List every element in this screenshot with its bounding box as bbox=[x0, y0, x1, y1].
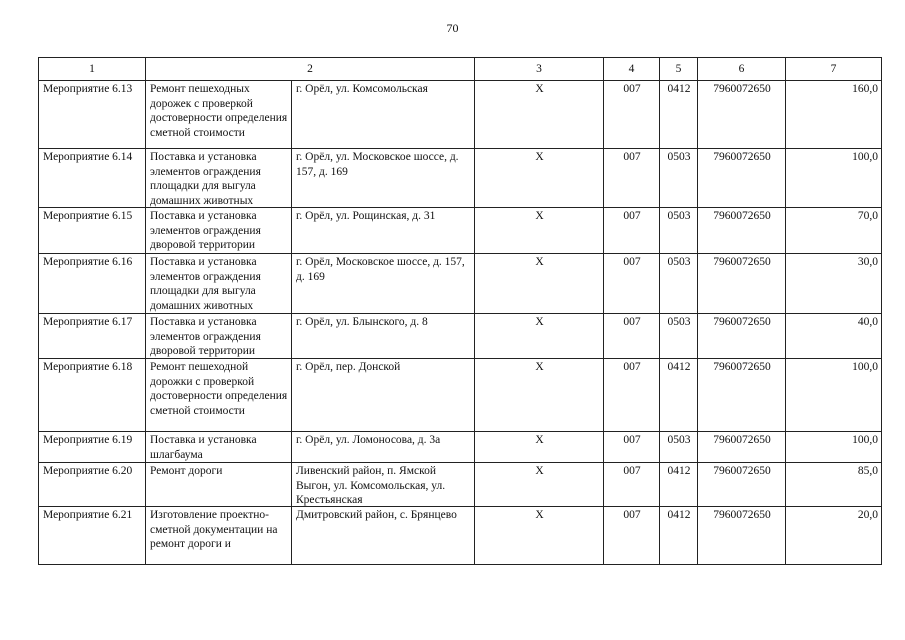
header-col-2: 2 bbox=[146, 58, 475, 81]
col-6-cell-text: 7960072650 bbox=[713, 509, 771, 521]
col-4-cell-text: 007 bbox=[623, 509, 641, 521]
col-6-cell bbox=[698, 359, 786, 432]
col-3-cell bbox=[475, 463, 604, 507]
col-4-cell bbox=[604, 463, 660, 507]
amount-cell bbox=[786, 149, 882, 208]
header-col-1: 1 bbox=[39, 58, 146, 81]
col-6-cell bbox=[698, 314, 786, 359]
amount-cell-text: 30,0 bbox=[857, 256, 878, 268]
col-5-cell-text: 0503 bbox=[667, 316, 691, 328]
event-cell bbox=[39, 254, 146, 314]
col-6-cell-text: 7960072650 bbox=[713, 151, 771, 163]
col-3-cell bbox=[475, 81, 604, 149]
event-cell-text: Мероприятие 6.19 bbox=[43, 434, 133, 446]
col-6-cell bbox=[698, 432, 786, 463]
amount-cell-text: 100,0 bbox=[852, 151, 878, 163]
work-description-cell bbox=[146, 254, 292, 314]
table-row bbox=[39, 314, 882, 359]
table-header-row bbox=[39, 58, 882, 81]
work-description-cell-text: Поставка и установка шлагбаума bbox=[150, 434, 257, 461]
col-5-cell bbox=[660, 359, 698, 432]
col-5-cell-text: 0503 bbox=[667, 256, 691, 268]
col-6-cell-text: 7960072650 bbox=[713, 210, 771, 222]
amount-cell-text: 100,0 bbox=[852, 361, 878, 373]
work-description-cell bbox=[146, 314, 292, 359]
budget-table bbox=[38, 57, 882, 565]
col-5-cell bbox=[660, 81, 698, 149]
col-4-cell-text: 007 bbox=[623, 83, 641, 95]
location-cell-text: Ливенский район, п. Ямской Выгон, ул. Комсомольская, ул. Крестьянская bbox=[296, 465, 446, 506]
col-3-cell-text: X bbox=[535, 83, 544, 95]
location-cell-text: г. Орёл, ул. Блынского, д. 8 bbox=[296, 316, 428, 328]
col-3-cell-text: X bbox=[535, 151, 544, 163]
col-3-cell-text: X bbox=[535, 316, 544, 328]
col-5-cell-text: 0412 bbox=[667, 83, 691, 95]
header-col-4: 4 bbox=[604, 58, 660, 81]
amount-cell-text: 100,0 bbox=[852, 434, 878, 446]
table-body bbox=[39, 81, 882, 565]
event-cell bbox=[39, 314, 146, 359]
col-4-cell-text: 007 bbox=[623, 151, 641, 163]
amount-cell bbox=[786, 81, 882, 149]
col-5-cell-text: 0503 bbox=[667, 434, 691, 446]
work-description-cell bbox=[146, 81, 292, 149]
location-cell bbox=[292, 314, 475, 359]
col-3-cell bbox=[475, 507, 604, 565]
location-cell bbox=[292, 359, 475, 432]
col-4-cell-text: 007 bbox=[623, 361, 641, 373]
table-row bbox=[39, 254, 882, 314]
work-description-cell-text: Поставка и установка элементов ограждения дворовой территории bbox=[150, 210, 261, 251]
col-4-cell bbox=[604, 359, 660, 432]
col-6-cell-text: 7960072650 bbox=[713, 316, 771, 328]
amount-cell-text: 20,0 bbox=[857, 509, 878, 521]
col-5-cell bbox=[660, 149, 698, 208]
work-description-cell-text: Ремонт дороги bbox=[150, 465, 223, 477]
table-row bbox=[39, 463, 882, 507]
col-6-cell bbox=[698, 208, 786, 254]
col-5-cell-text: 0503 bbox=[667, 151, 691, 163]
col-6-cell-text: 7960072650 bbox=[713, 361, 771, 373]
col-4-cell-text: 007 bbox=[623, 316, 641, 328]
col-5-cell bbox=[660, 314, 698, 359]
event-cell-text: Мероприятие 6.14 bbox=[43, 151, 133, 163]
col-3-cell bbox=[475, 208, 604, 254]
table-row bbox=[39, 359, 882, 432]
col-3-cell bbox=[475, 314, 604, 359]
work-description-cell-text: Поставка и установка элементов ограждения дворовой территории bbox=[150, 316, 261, 357]
col-3-cell-text: X bbox=[535, 465, 544, 477]
event-cell bbox=[39, 507, 146, 565]
col-3-cell bbox=[475, 149, 604, 208]
event-cell-text: Мероприятие 6.16 bbox=[43, 256, 133, 268]
col-4-cell bbox=[604, 208, 660, 254]
event-cell bbox=[39, 359, 146, 432]
work-description-cell bbox=[146, 359, 292, 432]
location-cell bbox=[292, 507, 475, 565]
amount-cell-text: 70,0 bbox=[857, 210, 878, 222]
event-cell bbox=[39, 208, 146, 254]
col-3-cell bbox=[475, 254, 604, 314]
event-cell-text: Мероприятие 6.18 bbox=[43, 361, 133, 373]
event-cell-text: Мероприятие 6.21 bbox=[43, 509, 133, 521]
col-4-cell bbox=[604, 149, 660, 208]
location-cell-text: г. Орёл, ул. Комсомольская bbox=[296, 83, 428, 95]
header-col-3: 3 bbox=[475, 58, 604, 81]
header-col-6: 6 bbox=[698, 58, 786, 81]
col-5-cell-text: 0412 bbox=[667, 509, 691, 521]
col-3-cell-text: X bbox=[535, 361, 544, 373]
col-4-cell bbox=[604, 314, 660, 359]
location-cell bbox=[292, 432, 475, 463]
col-3-cell bbox=[475, 432, 604, 463]
header-col-5: 5 bbox=[660, 58, 698, 81]
work-description-cell bbox=[146, 463, 292, 507]
table-row bbox=[39, 507, 882, 565]
col-6-cell-text: 7960072650 bbox=[713, 256, 771, 268]
col-3-cell-text: X bbox=[535, 434, 544, 446]
col-5-cell bbox=[660, 432, 698, 463]
location-cell-text: г. Орёл, Московское шоссе, д. 157, д. 169 bbox=[296, 256, 465, 283]
event-cell bbox=[39, 149, 146, 208]
event-cell-text: Мероприятие 6.13 bbox=[43, 83, 133, 95]
amount-cell bbox=[786, 208, 882, 254]
header-col-7: 7 bbox=[786, 58, 882, 81]
work-description-cell bbox=[146, 149, 292, 208]
page-number: 70 bbox=[446, 21, 459, 35]
location-cell bbox=[292, 208, 475, 254]
location-cell-text: г. Орёл, ул. Рощинская, д. 31 bbox=[296, 210, 436, 222]
amount-cell-text: 85,0 bbox=[857, 465, 878, 477]
location-cell-text: г. Орёл, ул. Ломоносова, д. 3а bbox=[296, 434, 441, 446]
col-3-cell-text: X bbox=[535, 509, 544, 521]
col-3-cell-text: X bbox=[535, 210, 544, 222]
work-description-cell-text: Ремонт пешеходной дорожки с проверкой достоверности определения сметной стоимости bbox=[150, 361, 288, 417]
table-row bbox=[39, 432, 882, 463]
event-cell bbox=[39, 463, 146, 507]
work-description-cell-text: Изготовление проектно-сметной документации на ремонт дороги и bbox=[150, 509, 278, 550]
work-description-cell bbox=[146, 208, 292, 254]
col-6-cell-text: 7960072650 bbox=[713, 465, 771, 477]
location-cell bbox=[292, 81, 475, 149]
col-4-cell-text: 007 bbox=[623, 210, 641, 222]
col-3-cell-text: X bbox=[535, 256, 544, 268]
col-5-cell bbox=[660, 254, 698, 314]
col-5-cell-text: 0503 bbox=[667, 210, 691, 222]
col-6-cell bbox=[698, 254, 786, 314]
location-cell-text: г. Орёл, ул. Московское шоссе, д. 157, д. 169 bbox=[296, 151, 459, 178]
col-4-cell bbox=[604, 81, 660, 149]
col-6-cell bbox=[698, 149, 786, 208]
col-6-cell bbox=[698, 507, 786, 565]
work-description-cell-text: Ремонт пешеходных дорожек с проверкой достоверности определения сметной стоимости bbox=[150, 83, 288, 139]
col-4-cell-text: 007 bbox=[623, 434, 641, 446]
location-cell bbox=[292, 149, 475, 208]
amount-cell bbox=[786, 432, 882, 463]
table-row bbox=[39, 149, 882, 208]
amount-cell bbox=[786, 463, 882, 507]
location-cell bbox=[292, 463, 475, 507]
col-4-cell-text: 007 bbox=[623, 465, 641, 477]
col-6-cell bbox=[698, 463, 786, 507]
amount-cell bbox=[786, 359, 882, 432]
col-4-cell bbox=[604, 254, 660, 314]
amount-cell-text: 40,0 bbox=[857, 316, 878, 328]
col-4-cell-text: 007 bbox=[623, 256, 641, 268]
event-cell bbox=[39, 432, 146, 463]
work-description-cell bbox=[146, 432, 292, 463]
work-description-cell-text: Поставка и установка элементов ограждения площадки для выгула домашних животных bbox=[150, 256, 261, 312]
location-cell-text: г. Орёл, пер. Донской bbox=[296, 361, 401, 373]
col-6-cell bbox=[698, 81, 786, 149]
location-cell-text: Дмитровский район, с. Брянцево bbox=[296, 509, 457, 521]
event-cell-text: Мероприятие 6.15 bbox=[43, 210, 133, 222]
work-description-cell-text: Поставка и установка элементов ограждения площадки для выгула домашних животных bbox=[150, 151, 261, 207]
col-4-cell bbox=[604, 507, 660, 565]
col-6-cell-text: 7960072650 bbox=[713, 434, 771, 446]
amount-cell-text: 160,0 bbox=[852, 83, 878, 95]
work-description-cell bbox=[146, 507, 292, 565]
amount-cell bbox=[786, 314, 882, 359]
col-6-cell-text: 7960072650 bbox=[713, 83, 771, 95]
col-4-cell bbox=[604, 432, 660, 463]
col-5-cell-text: 0412 bbox=[667, 361, 691, 373]
event-cell-text: Мероприятие 6.17 bbox=[43, 316, 133, 328]
col-5-cell bbox=[660, 208, 698, 254]
amount-cell bbox=[786, 254, 882, 314]
col-5-cell-text: 0412 bbox=[667, 465, 691, 477]
col-5-cell bbox=[660, 507, 698, 565]
table-row bbox=[39, 81, 882, 149]
col-5-cell bbox=[660, 463, 698, 507]
event-cell-text: Мероприятие 6.20 bbox=[43, 465, 133, 477]
table-row bbox=[39, 208, 882, 254]
col-3-cell bbox=[475, 359, 604, 432]
amount-cell bbox=[786, 507, 882, 565]
event-cell bbox=[39, 81, 146, 149]
location-cell bbox=[292, 254, 475, 314]
